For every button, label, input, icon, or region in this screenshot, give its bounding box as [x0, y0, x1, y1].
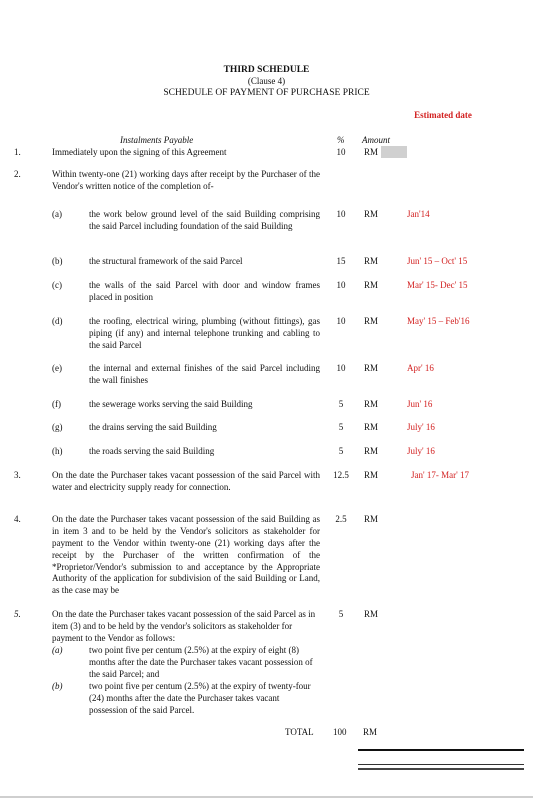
row-text: the work below ground level of the said Building comprising the said Parcel including foundation of the said Building: [89, 209, 320, 231]
row-amount: RM: [364, 316, 379, 326]
row-text: On the date the Purchaser takes vacant possession of the said Parcel with water and electricity supply ready for connection.: [52, 470, 320, 492]
clause-reference: (Clause 4): [247, 76, 286, 86]
row-text: Within twenty-one (21) working days after receipt by the Purchaser of the Vendor's written notice of the completion of-: [52, 169, 320, 191]
row-percent: 5: [338, 422, 344, 432]
total-amount: RM: [363, 727, 378, 737]
row-number: 1.: [14, 147, 21, 157]
total-percent: 100: [333, 727, 347, 737]
estimated-date-header: Estimated date: [414, 110, 472, 120]
row-text: On the date the Purchaser takes vacant possession of the said Parcel as in item (3) and to be held by the vendor's solicitors as stakeholder for payment to the Vendor as follows:: [52, 609, 316, 643]
percent-column-header: %: [337, 135, 345, 145]
row-amount: RM: [364, 422, 379, 432]
sub-item-text: two point five per centum (2.5%) at the expiry of eight (8) months after the date the Purchaser takes vacant possession of the said Parcel; and: [89, 645, 313, 679]
row-text: the roads serving the said Building: [89, 446, 215, 456]
row-number: 5.: [14, 609, 21, 619]
total-underline: [358, 749, 524, 751]
row-percent: 10: [336, 363, 346, 373]
sub-item-number: (a): [52, 645, 63, 655]
row-text: the roofing, electrical wiring, plumbing (without fittings), gas piping (if any) and internal telephone trunking and cabling to the said Parcel: [89, 316, 320, 350]
row-estimated-date: July' 16: [407, 446, 435, 456]
row-amount: RM: [364, 363, 379, 373]
sub-item-number: (b): [52, 681, 63, 691]
row-estimated-date: Mar' 15- Dec' 15: [407, 280, 468, 290]
row-estimated-date: Jun' 16: [407, 399, 433, 409]
row-text: the structural framework of the said Parcel: [89, 256, 243, 266]
row-number: (h): [52, 446, 63, 456]
row-number: (e): [52, 363, 62, 373]
row-percent: 5: [338, 609, 344, 619]
row-text: the drains serving the said Building: [89, 422, 217, 432]
row-amount: RM: [364, 470, 379, 480]
row-number: 3.: [14, 470, 21, 480]
row-amount: RM: [364, 609, 379, 619]
row-text: Immediately upon the signing of this Agreement: [52, 147, 227, 157]
page-divider: [0, 796, 533, 798]
row-number: 2.: [14, 169, 21, 179]
schedule-subtitle: SCHEDULE OF PAYMENT OF PURCHASE PRICE: [163, 88, 370, 98]
row-estimated-date: Jan'14: [407, 209, 430, 219]
row-number: (d): [52, 316, 63, 326]
total-double-underline-top: [358, 764, 524, 765]
row-number: 4.: [14, 514, 21, 524]
total-double-underline-bottom: [358, 768, 524, 770]
row-amount: RM: [364, 399, 379, 409]
row-amount: RM: [364, 209, 379, 219]
row-text: On the date the Purchaser takes vacant possession of the said Building as in item 3 and to be held by the Vendor's solicitors as stakeholder for payment to the Vendor within twenty-one (21) working days after the receipt by the Purchaser of the written confirmation of the *Proprietor/Vendor's submission to and acceptance by the Appropriate Authority of the application for subdivision of the said Building or Land, as the case may be: [52, 514, 320, 596]
total-label: TOTAL: [285, 727, 314, 737]
row-percent: 10: [336, 316, 346, 326]
row-percent: 12.5: [333, 470, 349, 480]
redacted-amount: [381, 146, 407, 158]
row-percent: 10: [336, 147, 346, 157]
row-amount: RM: [364, 514, 379, 524]
sub-item-text: two point five per centum (2.5%) at the expiry of twenty-four (24) months after the date the Purchaser takes vacant possession of the said Parcel.: [89, 681, 311, 715]
row-number: (f): [52, 399, 61, 409]
row-percent: 5: [338, 446, 344, 456]
row-estimated-date: July' 16: [407, 422, 435, 432]
row-number: (c): [52, 280, 62, 290]
row-amount: RM: [364, 147, 379, 157]
row-percent: 2.5: [335, 514, 347, 524]
row-text: the sewerage works serving the said Building: [89, 399, 253, 409]
row-estimated-date: Apr' 16: [407, 363, 434, 373]
row-percent: 10: [336, 280, 346, 290]
row-text: the internal and external finishes of the said Parcel including the wall finishes: [89, 363, 320, 385]
row-amount: RM: [364, 256, 379, 266]
amount-column-header: Amount: [362, 135, 390, 145]
schedule-title: THIRD SCHEDULE: [223, 65, 310, 75]
row-amount: RM: [364, 446, 379, 456]
row-number: (a): [52, 209, 62, 219]
row-estimated-date: Jun' 15 – Oct' 15: [407, 256, 468, 266]
row-estimated-date: Jan' 17- Mar' 17: [411, 470, 469, 480]
row-amount: RM: [364, 280, 379, 290]
row-text: the walls of the said Parcel with door and window frames placed in position: [89, 280, 320, 302]
row-number: (g): [52, 422, 63, 432]
row-percent: 5: [338, 399, 344, 409]
row-number: (b): [52, 256, 63, 266]
instalments-column-header: Instalments Payable: [120, 135, 194, 145]
row-percent: 15: [336, 256, 346, 266]
row-estimated-date: May' 15 – Feb'16: [407, 316, 470, 326]
row-percent: 10: [336, 209, 346, 219]
